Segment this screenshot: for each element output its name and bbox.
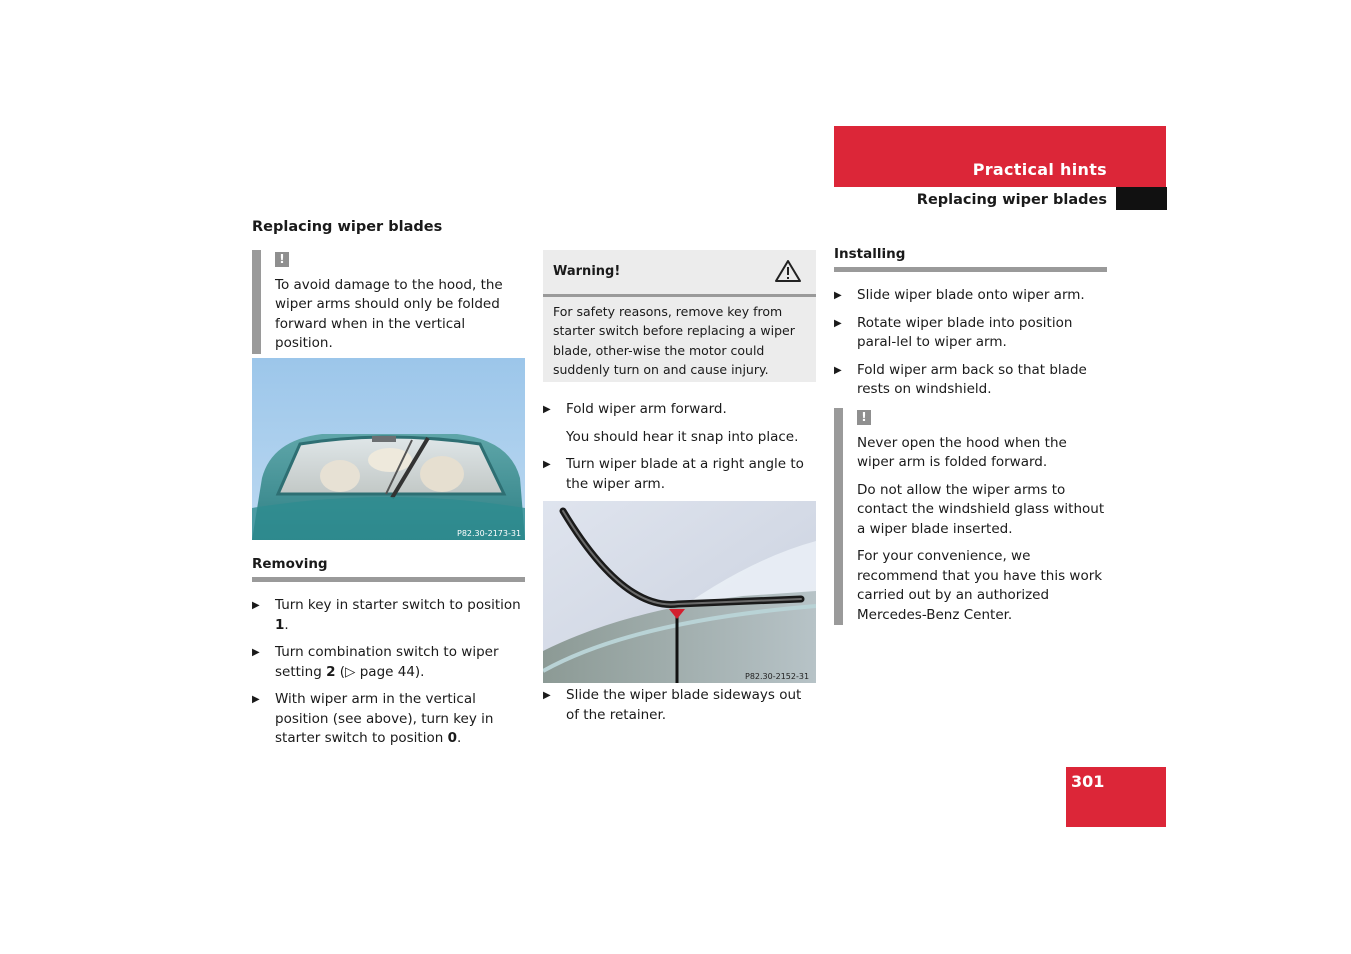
warning-text: For safety reasons, remove key from starter switch before replacing a wiper blade, other-wise the motor could suddenly turn on and cause injury. [553, 304, 795, 377]
warning-title: Warning! [553, 264, 621, 279]
page-number-box [1066, 767, 1166, 827]
list-item: ▶ Slide the wiper blade sideways out of the retainer. [543, 687, 802, 723]
warning-triangle-icon [774, 259, 802, 283]
note-text: To avoid damage to the hood, the wiper arms should only be folded forward when in the vertical position. [275, 276, 503, 351]
caution-note-hood [252, 250, 525, 354]
bullet-icon: ▶ [834, 364, 842, 376]
exclamation-icon: ! [275, 252, 289, 267]
wiper-illustration [543, 501, 816, 683]
car-windshield-figure [252, 358, 525, 540]
section-heading: Replacing wiper blades [252, 219, 443, 235]
folding-steps-2 [543, 455, 816, 494]
bullet-icon: ▶ [543, 459, 551, 470]
list-item: ▶ Fold wiper arm back so that blade rests on windshield. [834, 361, 1087, 397]
section-marker [1116, 187, 1167, 210]
section-title: Replacing wiper blades [916, 192, 1107, 208]
car-illustration [252, 358, 525, 540]
list-item: ▶ Turn key in starter switch to position 1. [252, 597, 521, 633]
note-paragraph: For your convenience, we recommend that you have this work carried out by an authorized Mercedes-Benz Center. [857, 548, 1103, 623]
folding-steps [543, 400, 816, 420]
bullet-icon: ▶ [834, 290, 842, 301]
note-paragraph: Never open the hood when the wiper arm is folded forward. [857, 434, 1067, 470]
bullet-icon: ▶ [834, 317, 842, 329]
bullet-icon: ▶ [543, 690, 551, 701]
caution-note-install [834, 408, 1107, 625]
page-number: 301 [1071, 772, 1105, 791]
bullet-icon: ▶ [543, 404, 551, 415]
list-item: ▶ Rotate wiper blade into position paral-lel to wiper arm. [834, 314, 1073, 350]
removing-heading: Removing [252, 555, 525, 582]
removing-steps [252, 596, 525, 749]
bullet-icon: ▶ [252, 694, 260, 705]
remove-steps [543, 686, 816, 725]
exclamation-icon: ! [857, 410, 871, 425]
step-note: You should hear it snap into place. [566, 428, 799, 445]
figure-code: P82.30-2152-31 [745, 672, 810, 681]
list-item: ▶ With wiper arm in the vertical position (see above), turn key in starter switch to position 0. [252, 691, 494, 746]
list-item: ▶ Fold wiper arm forward. [543, 400, 816, 420]
wiper-blade-figure [543, 501, 816, 683]
warning-box [543, 250, 816, 382]
list-item: ▶ Slide wiper blade onto wiper arm. [834, 286, 1107, 306]
installing-steps [834, 286, 1107, 400]
installing-heading: Installing [834, 245, 1107, 272]
bullet-icon: ▶ [252, 647, 260, 658]
list-item: ▶ Turn wiper blade at a right angle to the wiper arm. [543, 456, 804, 492]
bullet-icon: ▶ [252, 600, 260, 611]
figure-code: P82.30-2173-31 [457, 529, 522, 538]
list-item: ▶ Turn combination switch to wiper setting 2 (▷ page 44). [252, 644, 499, 680]
note-paragraph: Do not allow the wiper arms to contact the windshield glass without a wiper blade inserted. [857, 481, 1105, 537]
chapter-title: Practical hints [972, 160, 1107, 179]
